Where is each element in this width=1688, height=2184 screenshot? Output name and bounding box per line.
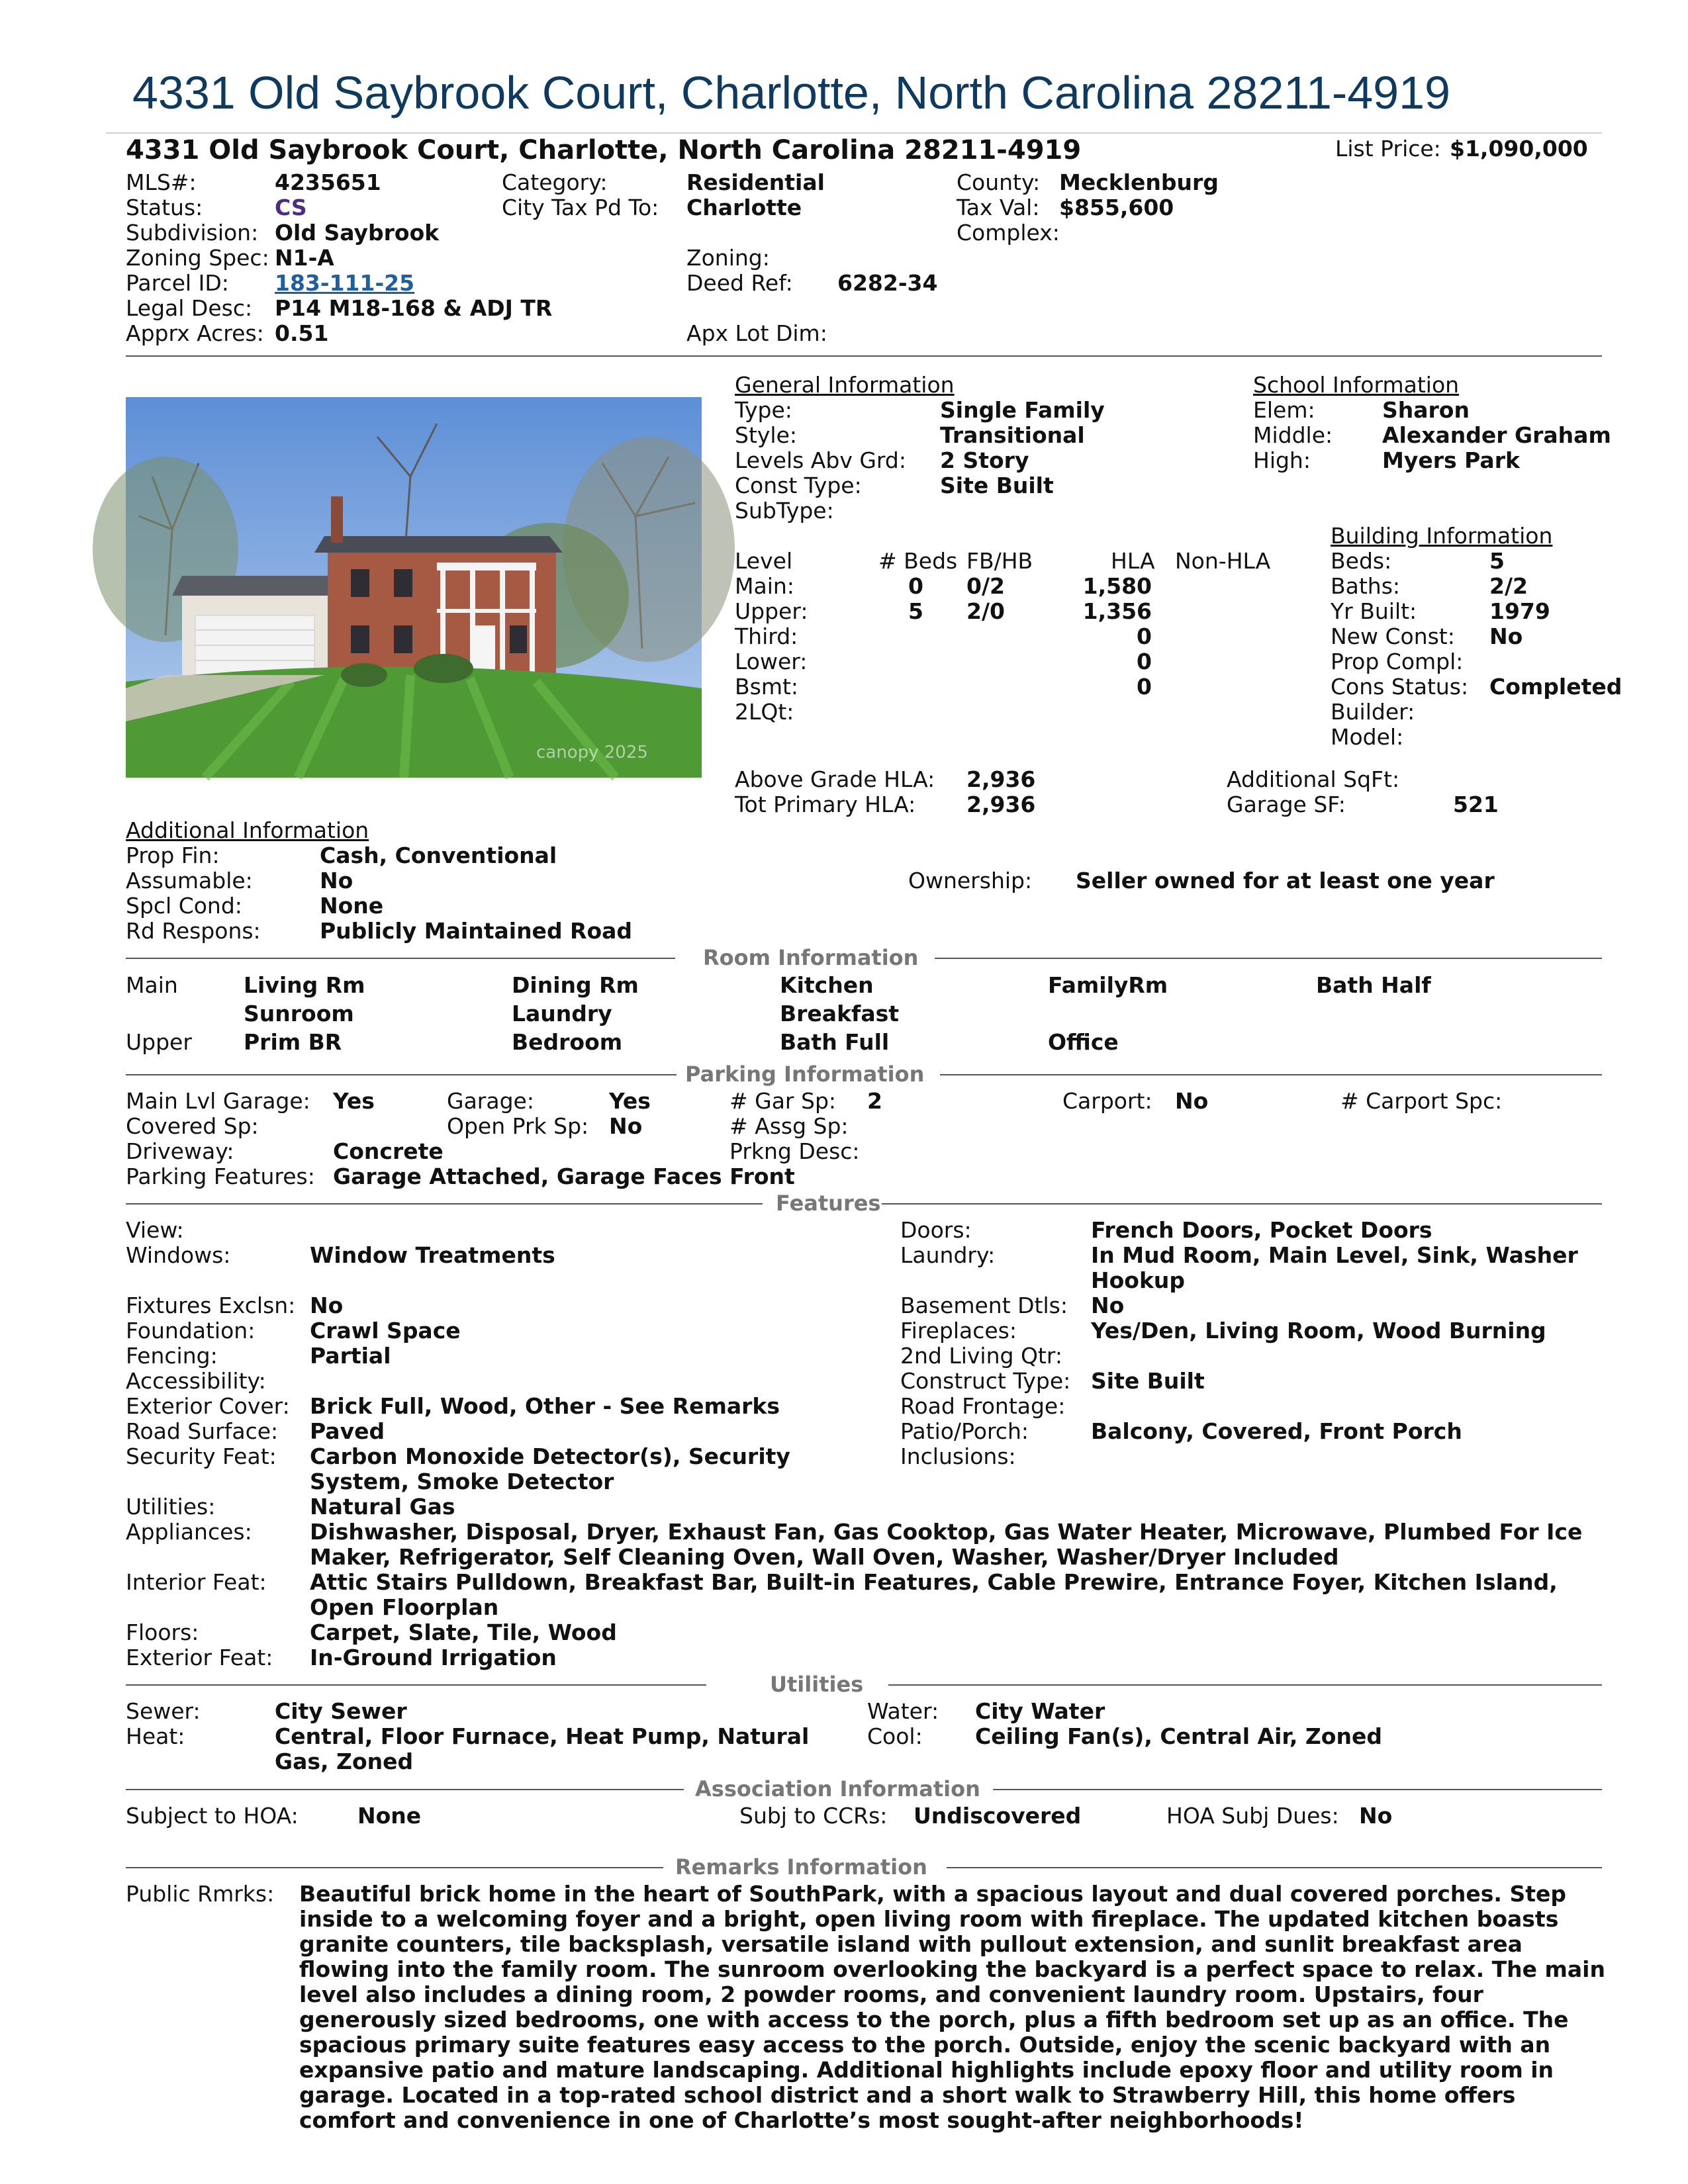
- level-name: Bsmt:: [735, 674, 799, 700]
- sewer-label: Sewer:: [126, 1698, 201, 1724]
- assumable-label: Assumable:: [126, 868, 253, 893]
- remarks-divider-right: [947, 1867, 1602, 1868]
- spcl-cond-value: None: [320, 893, 384, 919]
- utilities-divider-right: [888, 1684, 1602, 1686]
- parking-divider-left: [126, 1074, 677, 1075]
- high-label: High:: [1253, 447, 1311, 473]
- additional-info-title: Additional Information: [126, 817, 369, 843]
- school-info-title: School Information: [1253, 372, 1460, 398]
- acres-label: Apprx Acres:: [126, 320, 264, 346]
- house-illustration: [126, 397, 702, 778]
- add-sqft-label: Additional SqFt:: [1227, 766, 1400, 792]
- appliances-value: Dishwasher, Disposal, Dryer, Exhaust Fan, Gas Cooktop, Gas Water Heater, Microwave, Plumbed For Ice Maker, Refrigerator, Self Cleaning Oven, Wall Oven, Washer, Washer/Dryer Included: [310, 1519, 1583, 1570]
- tot-hla-value: 2,936: [966, 792, 1036, 817]
- security-value: Carbon Monoxide Detector(s), Security System, Smoke Detector: [310, 1443, 790, 1494]
- basement-label: Basement Dtls:: [900, 1293, 1068, 1318]
- spcl-cond-label: Spcl Cond:: [126, 893, 242, 919]
- level-hla: 0: [1137, 623, 1152, 649]
- utilities-feat-value: Natural Gas: [310, 1494, 455, 1520]
- page-header-title: 4331 Old Saybrook Court, Charlotte, North Carolina 28211-4919: [132, 67, 1450, 118]
- baths-label: Baths:: [1331, 573, 1401, 599]
- features-divider-right: [882, 1203, 1602, 1205]
- status-value: CS: [275, 195, 307, 220]
- levels-label: Levels Abv Grd:: [735, 447, 906, 473]
- general-info-title: General Information: [735, 372, 955, 398]
- public-remarks-label: Public Rmrks:: [126, 1881, 275, 1907]
- status-label: Status:: [126, 195, 203, 220]
- gar-sp-value: 2: [867, 1088, 882, 1114]
- prkng-desc-label: Prkng Desc:: [729, 1138, 860, 1164]
- cons-status-value: Completed: [1489, 674, 1622, 700]
- middle-value: Alexander Graham: [1382, 422, 1611, 448]
- const-label: Const Type:: [735, 473, 862, 498]
- new-const-label: New Const:: [1331, 623, 1455, 649]
- inclusions-label: Inclusions:: [900, 1443, 1016, 1469]
- complex-label: Complex:: [957, 220, 1060, 246]
- heat-label: Heat:: [126, 1723, 185, 1749]
- laundry-label: Laundry:: [900, 1242, 996, 1268]
- level-hla: 1,356: [1082, 598, 1152, 624]
- tot-hla-label: Tot Primary HLA:: [735, 792, 916, 817]
- level-hla: 0: [1137, 649, 1152, 674]
- levels-value: 2 Story: [940, 447, 1029, 473]
- levels-header-fbhb: FB/HB: [966, 548, 1033, 574]
- room-divider-right: [935, 958, 1602, 959]
- construct-label: Construct Type:: [900, 1368, 1071, 1394]
- city-tax-value: Charlotte: [686, 195, 802, 220]
- features-divider-left: [126, 1203, 763, 1205]
- patio-value: Balcony, Covered, Front Porch: [1091, 1418, 1462, 1444]
- high-value: Myers Park: [1382, 447, 1520, 473]
- floors-label: Floors:: [126, 1619, 199, 1645]
- sewer-value: City Sewer: [275, 1698, 407, 1724]
- fireplaces-label: Fireplaces:: [900, 1318, 1017, 1343]
- ext-feat-label: Exterior Feat:: [126, 1645, 273, 1670]
- open-prk-value: No: [609, 1113, 643, 1139]
- new-const-value: No: [1489, 623, 1523, 649]
- level-name: 2LQt:: [735, 699, 794, 725]
- rd-respons-value: Publicly Maintained Road: [320, 918, 633, 944]
- tax-val-value: $855,600: [1059, 195, 1174, 220]
- room-upper-label: Upper: [126, 1029, 192, 1055]
- mls-value: 4235651: [275, 169, 381, 195]
- basement-value: No: [1091, 1293, 1125, 1318]
- level-hla: 0: [1137, 674, 1152, 700]
- remarks-title: Remarks Information: [675, 1854, 927, 1880]
- parcel-id-link[interactable]: 183-111-25: [275, 270, 415, 296]
- level-name: Lower:: [735, 649, 808, 674]
- subdivision-label: Subdivision:: [126, 220, 259, 246]
- above-hla-label: Above Grade HLA:: [735, 766, 935, 792]
- accessibility-label: Accessibility:: [126, 1368, 266, 1394]
- tax-val-label: Tax Val:: [957, 195, 1040, 220]
- carport-label: Carport:: [1062, 1088, 1152, 1114]
- elem-label: Elem:: [1253, 397, 1315, 423]
- hoa-value: None: [357, 1803, 422, 1829]
- carport-spc-label: # Carport Spc:: [1340, 1088, 1503, 1114]
- level-hla: 1,580: [1082, 573, 1152, 599]
- garage-value: Yes: [609, 1088, 651, 1114]
- covered-sp-label: Covered Sp:: [126, 1113, 259, 1139]
- levels-header-nonhla: Non-HLA: [1175, 548, 1271, 574]
- cool-value: Ceiling Fan(s), Central Air, Zoned: [975, 1723, 1382, 1749]
- yr-value: 1979: [1489, 598, 1550, 624]
- builder-label: Builder:: [1331, 699, 1415, 725]
- utilities-title: Utilities: [770, 1672, 864, 1697]
- open-prk-label: Open Prk Sp:: [447, 1113, 589, 1139]
- room-item: Sunroom: [244, 1001, 354, 1026]
- parking-features-value: Garage Attached, Garage Faces Front: [333, 1163, 795, 1189]
- photo-watermark: canopy 2025: [536, 743, 648, 762]
- room-info-title: Room Information: [703, 945, 919, 970]
- deed-label: Deed Ref:: [686, 270, 793, 296]
- header-divider: [106, 132, 1602, 134]
- beds-label: Beds:: [1331, 548, 1392, 574]
- cons-status-label: Cons Status:: [1331, 674, 1469, 700]
- ext-feat-value: In-Ground Irrigation: [310, 1645, 557, 1670]
- view-label: View:: [126, 1217, 184, 1243]
- garage-sf-value: 521: [1453, 792, 1499, 817]
- ext-cover-value: Brick Full, Wood, Other - See Remarks: [310, 1393, 780, 1419]
- room-item: Bath Half: [1316, 972, 1431, 998]
- ccr-value: Undiscovered: [914, 1803, 1082, 1829]
- carport-value: No: [1175, 1088, 1209, 1114]
- summary-divider: [126, 355, 1602, 357]
- ownership-value: Seller owned for at least one year: [1076, 868, 1495, 893]
- hoa-dues-value: No: [1359, 1803, 1393, 1829]
- parcel-label: Parcel ID:: [126, 270, 229, 296]
- room-item: Bath Full: [780, 1029, 890, 1055]
- style-label: Style:: [735, 422, 798, 448]
- room-item: Breakfast: [780, 1001, 900, 1026]
- room-item: Kitchen: [780, 972, 874, 998]
- legal-label: Legal Desc:: [126, 295, 253, 321]
- room-item: FamilyRm: [1048, 972, 1168, 998]
- road-frontage-label: Road Frontage:: [900, 1393, 1066, 1419]
- gar-sp-label: # Gar Sp:: [729, 1088, 837, 1114]
- fireplaces-value: Yes/Den, Living Room, Wood Burning: [1091, 1318, 1546, 1343]
- ccr-label: Subj to CCRs:: [739, 1803, 888, 1829]
- list-price-label: List Price:: [1335, 136, 1441, 161]
- parking-divider-right: [940, 1074, 1602, 1075]
- type-value: Single Family: [940, 397, 1105, 423]
- fencing-value: Partial: [310, 1343, 391, 1369]
- level-name: Main:: [735, 573, 794, 599]
- road-surface-label: Road Surface:: [126, 1418, 279, 1444]
- rd-respons-label: Rd Respons:: [126, 918, 261, 944]
- prop-fin-label: Prop Fin:: [126, 842, 220, 868]
- construct-value: Site Built: [1091, 1368, 1205, 1394]
- fixtures-value: No: [310, 1293, 344, 1318]
- room-item: Prim BR: [244, 1029, 342, 1055]
- mls-label: MLS#:: [126, 169, 197, 195]
- ext-cover-label: Exterior Cover:: [126, 1393, 290, 1419]
- county-value: Mecklenburg: [1059, 169, 1219, 195]
- type-label: Type:: [735, 397, 792, 423]
- features-title: Features: [776, 1191, 881, 1216]
- ownership-label: Ownership:: [908, 868, 1033, 893]
- garage-sf-label: Garage SF:: [1227, 792, 1346, 817]
- room-item: Dining Rm: [512, 972, 639, 998]
- road-surface-value: Paved: [310, 1418, 385, 1444]
- doors-label: Doors:: [900, 1217, 972, 1243]
- security-label: Security Feat:: [126, 1443, 277, 1469]
- subdivision-value: Old Saybrook: [275, 220, 440, 246]
- public-remarks-text: Beautiful brick home in the heart of SouthPark, with a spacious layout and dual covered porches. Step inside to a welcoming foyer and a bright, open living room with fireplace. The updated kitchen boasts granite counters, tile backsplash, versatile island with pullout extension, and sunlit breakfast area flowing into the family room. The sunroom overlooking the backyard is a perfect space to relax. The main level also includes a dining room, 2 powder rooms, and convenient laundry room. Upstairs, four generously sized bedrooms, one with access to the porch, plus a fifth bedroom set up as an office. The spacious primary suite features easy access to the porch. Outside, enjoy the scenic backyard with an expansive patio and mature landscaping. Additional highlights include epoxy floor and utility room in garage. Located in a top-rated school district and a short walk to Strawberry Hill, this home offers comfort and convenience in one of Charlotte’s most sought-after neighborhoods!: [299, 1881, 1605, 2133]
- interior-label: Interior Feat:: [126, 1569, 267, 1595]
- zoning-spec-value: N1-A: [275, 245, 334, 271]
- appliances-label: Appliances:: [126, 1519, 252, 1545]
- association-title: Association Information: [695, 1776, 980, 1801]
- levels-header-beds: # Beds: [878, 548, 958, 574]
- assumable-value: No: [320, 868, 353, 893]
- doors-value: French Doors, Pocket Doors: [1091, 1217, 1432, 1243]
- city-tax-label: City Tax Pd To:: [502, 195, 659, 220]
- category-value: Residential: [686, 169, 825, 195]
- elem-value: Sharon: [1382, 397, 1470, 423]
- room-item: Living Rm: [244, 972, 365, 998]
- utilities-divider-left: [126, 1684, 706, 1686]
- acres-value: 0.51: [275, 320, 329, 346]
- legal-value: P14 M18-168 & ADJ TR: [275, 295, 553, 321]
- cool-label: Cool:: [867, 1723, 923, 1749]
- listing-address: 4331 Old Saybrook Court, Charlotte, North Carolina 28211-4919: [126, 135, 1082, 165]
- parking-features-label: Parking Features:: [126, 1163, 315, 1189]
- assg-sp-label: # Assg Sp:: [729, 1113, 849, 1139]
- level-fbhb: 2/0: [966, 598, 1005, 624]
- laundry-value: In Mud Room, Main Level, Sink, Washer Hookup: [1091, 1242, 1578, 1293]
- category-label: Category:: [502, 169, 608, 195]
- second-living-label: 2nd Living Qtr:: [900, 1343, 1062, 1369]
- level-beds: 5: [908, 598, 923, 624]
- parking-info-title: Parking Information: [685, 1062, 925, 1087]
- levels-header-hla: HLA: [1111, 548, 1155, 574]
- foundation-label: Foundation:: [126, 1318, 256, 1343]
- levels-header-level: Level: [735, 548, 793, 574]
- fencing-label: Fencing:: [126, 1343, 218, 1369]
- level-name: Third:: [735, 623, 798, 649]
- style-value: Transitional: [940, 422, 1085, 448]
- floors-value: Carpet, Slate, Tile, Wood: [310, 1619, 617, 1645]
- baths-value: 2/2: [1489, 573, 1528, 599]
- main-garage-label: Main Lvl Garage:: [126, 1088, 310, 1114]
- windows-value: Window Treatments: [310, 1242, 555, 1268]
- prop-compl-label: Prop Compl:: [1331, 649, 1464, 674]
- lot-dim-label: Apx Lot Dim:: [686, 320, 827, 346]
- heat-value: Central, Floor Furnace, Heat Pump, Natural Gas, Zoned: [275, 1723, 810, 1774]
- room-item: Office: [1048, 1029, 1119, 1055]
- room-main-label: Main: [126, 972, 178, 998]
- const-value: Site Built: [940, 473, 1054, 498]
- water-label: Water:: [867, 1698, 939, 1724]
- property-photo[interactable]: [126, 397, 702, 778]
- interior-value: Attic Stairs Pulldown, Breakfast Bar, Built-in Features, Cable Prewire, Entrance Foyer, Kitchen Island, Open Floorplan: [310, 1569, 1558, 1620]
- beds-value: 5: [1489, 548, 1505, 574]
- list-price-value: $1,090,000: [1450, 136, 1588, 161]
- hoa-label: Subject to HOA:: [126, 1803, 299, 1829]
- windows-label: Windows:: [126, 1242, 231, 1268]
- foundation-value: Crawl Space: [310, 1318, 461, 1343]
- room-item: Laundry: [512, 1001, 612, 1026]
- water-value: City Water: [975, 1698, 1105, 1724]
- garage-label: Garage:: [447, 1088, 534, 1114]
- yr-label: Yr Built:: [1331, 598, 1417, 624]
- association-divider-right: [993, 1789, 1602, 1790]
- driveway-label: Driveway:: [126, 1138, 234, 1164]
- model-label: Model:: [1331, 724, 1404, 750]
- utilities-feat-label: Utilities:: [126, 1494, 216, 1520]
- above-hla-value: 2,936: [966, 766, 1036, 792]
- subtype-label: SubType:: [735, 498, 834, 523]
- driveway-value: Concrete: [333, 1138, 444, 1164]
- deed-value: 6282-34: [837, 270, 938, 296]
- building-info-title: Building Information: [1331, 523, 1553, 549]
- zoning-spec-label: Zoning Spec:: [126, 245, 269, 271]
- level-fbhb: 0/2: [966, 573, 1005, 599]
- level-beds: 0: [908, 573, 923, 599]
- room-item: Bedroom: [512, 1029, 623, 1055]
- hoa-dues-label: HOA Subj Dues:: [1166, 1803, 1339, 1829]
- prop-fin-value: Cash, Conventional: [320, 842, 557, 868]
- zoning-label: Zoning:: [686, 245, 770, 271]
- patio-label: Patio/Porch:: [900, 1418, 1029, 1444]
- middle-label: Middle:: [1253, 422, 1333, 448]
- fixtures-label: Fixtures Exclsn:: [126, 1293, 296, 1318]
- level-name: Upper:: [735, 598, 808, 624]
- association-divider-left: [126, 1789, 684, 1790]
- main-garage-value: Yes: [333, 1088, 375, 1114]
- county-label: County:: [957, 169, 1041, 195]
- remarks-divider-left: [126, 1867, 663, 1868]
- room-divider-left: [126, 958, 675, 959]
